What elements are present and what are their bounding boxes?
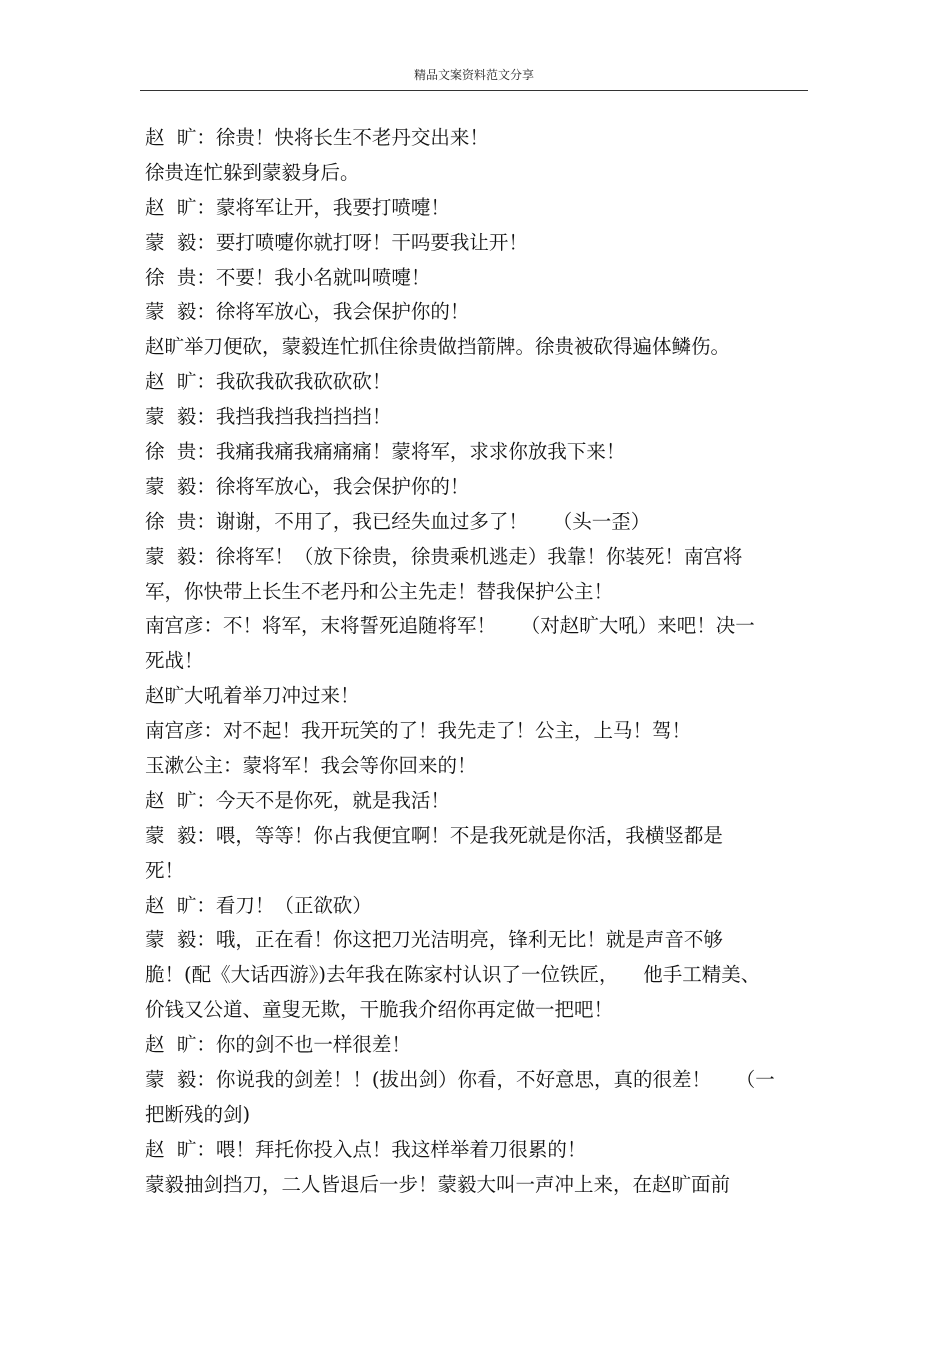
text-line: 南宫彦：对不起！我开玩笑的了！我先走了！公主，上马！驾！ [145,719,692,743]
text-line: 蒙 毅：徐将军放心，我会保护你的！ [145,474,470,498]
text-line: 死战！ [145,649,204,673]
text-line: 蒙 毅：喂，等等！你占我便宜啊！不是我死就是你活，我横竖都是 [145,823,723,847]
text-line: 把断残的剑) [145,1102,251,1126]
text-line: 蒙 毅：徐将军放心，我会保护你的！ [145,300,470,324]
text-line: 赵 旷：你的剑不也一样很差！ [145,1033,411,1057]
text-line: 蒙毅抽剑挡刀，二人皆退后一步！蒙毅大叫一声冲上来，在赵旷面前 [145,1172,731,1196]
text-line: 玉漱公主：蒙将军！我会等你回来的！ [145,754,477,778]
text-line: 军，你快带上长生不老丹和公主先走！替我保护公主！ [145,579,614,603]
text-line: 死！ [145,858,185,882]
text-line: 赵 旷：我砍我砍我砍砍砍！ [145,370,392,394]
text-line: 赵旷举刀便砍，蒙毅连忙抓住徐贵做挡箭牌。徐贵被砍得遍体鳞伤。 [145,335,731,359]
script-body [145,121,810,1203]
text-line: 徐 贵：谢谢，不用了，我已经失血过多了！ （头一歪） [145,509,651,533]
text-line: 蒙 毅：我挡我挡我挡挡挡！ [145,405,392,429]
text-line: 南宫彦：不！将军，末将誓死追随将军！ （对赵旷大吼）来吧！决一 [145,614,755,638]
text-line: 蒙 毅：徐将军！（放下徐贵，徐贵乘机逃走）我靠！你装死！南宫将 [145,544,743,568]
text-line: 赵 旷：徐贵！快将长生不老丹交出来！ [145,126,489,149]
text-line: 赵 旷：看刀！（正欲砍） [145,893,372,917]
text-line: 价钱又公道、童叟无欺，干脆我介绍你再定做一把吧！ [145,998,614,1022]
text-line: 赵 旷：蒙将军让开，我要打喷嚏！ [145,195,450,219]
text-line: 徐贵连忙躲到蒙毅身后。 [145,160,360,184]
text-line: 徐 贵：不要！我小名就叫喷嚏！ [145,265,431,289]
page-header: 精品文案资料范文分享 [413,68,534,82]
text-line: 赵旷大吼着举刀冲过来！ [145,684,360,708]
text-line: 徐 贵：我痛我痛我痛痛痛！蒙将军，求求你放我下来！ [145,440,626,464]
text-line: 脆！(配《大话西游》)去年我在陈家村认识了一位铁匠， 他手工精美、 [145,963,761,987]
header-divider [140,90,808,91]
text-line: 蒙 毅：要打喷嚏你就打呀！干吗要我让开！ [145,230,528,254]
text-line: 蒙 毅：你说我的剑差！！(拔出剑）你看，不好意思，真的很差！ （一 [145,1068,775,1092]
text-line: 赵 旷：今天不是你死，就是我活！ [145,788,450,812]
text-line: 蒙 毅：哦，正在看！你这把刀光洁明亮，锋利无比！就是声音不够 [145,928,723,952]
text-line: 赵 旷：喂！拜托你投入点！我这样举着刀很累的！ [145,1137,587,1161]
